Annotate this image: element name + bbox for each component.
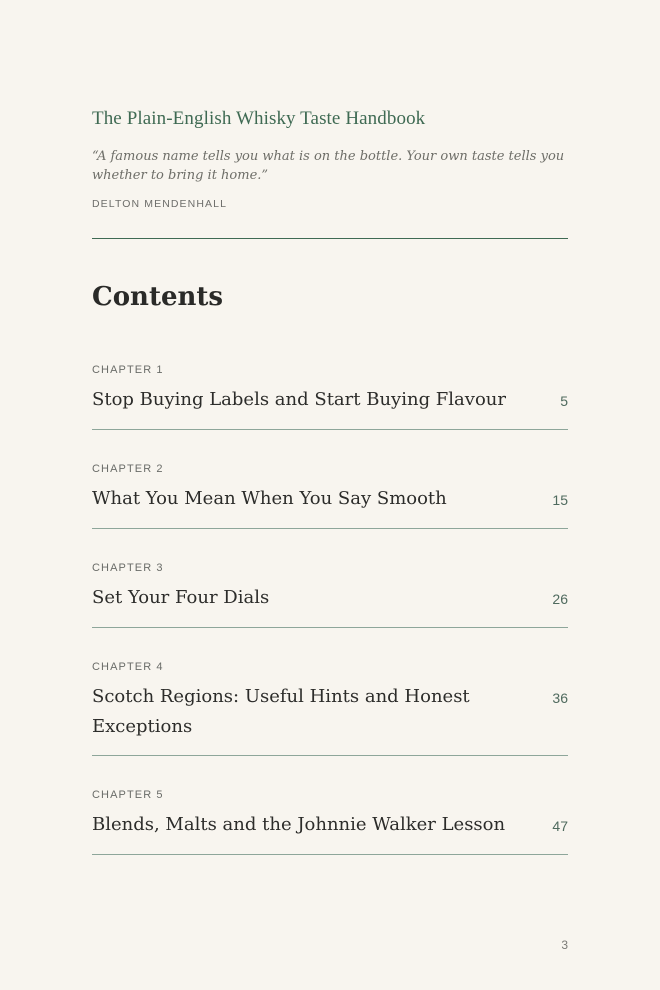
book-title: The Plain-English Whisky Taste Handbook [92,108,426,129]
chapter-number: CHAPTER 1 [92,364,164,376]
chapter-page-number: 36 [552,690,568,706]
chapter-number: CHAPTER 4 [92,661,164,673]
toc-entry-4[interactable] [92,653,568,756]
toc-entry-2[interactable] [92,455,568,529]
chapter-number: CHAPTER 2 [92,463,164,475]
epigraph-quote: “A famous name tells you what is on the bottle. Your own taste tells you whether to bring it home.” [92,149,565,183]
toc-entry-1[interactable] [92,356,568,430]
chapter-page-number: 5 [560,393,568,409]
chapter-title[interactable]: Scotch Regions: Useful Hints and Honest Exceptions [92,686,470,737]
chapter-title[interactable]: What You Mean When You Say Smooth [92,488,447,509]
epigraph-author: DELTON MENDENHALL [92,198,228,210]
chapter-title[interactable]: Blends, Malts and the Johnnie Walker Lesson [92,814,506,835]
table-of-contents [92,356,568,880]
chapter-page-number: 15 [552,492,568,508]
header-divider [92,238,568,239]
chapter-title[interactable]: Set Your Four Dials [92,587,270,608]
chapter-number: CHAPTER 5 [92,789,164,801]
toc-entry-3[interactable] [92,554,568,628]
chapter-title[interactable]: Stop Buying Labels and Start Buying Flavour [92,389,506,410]
chapter-page-number: 26 [552,591,568,607]
contents-heading: Contents [92,282,224,312]
chapter-number: CHAPTER 3 [92,562,164,574]
page-folio: 3 [561,938,568,952]
chapter-page-number: 47 [552,818,568,834]
toc-entry-5[interactable] [92,781,568,855]
